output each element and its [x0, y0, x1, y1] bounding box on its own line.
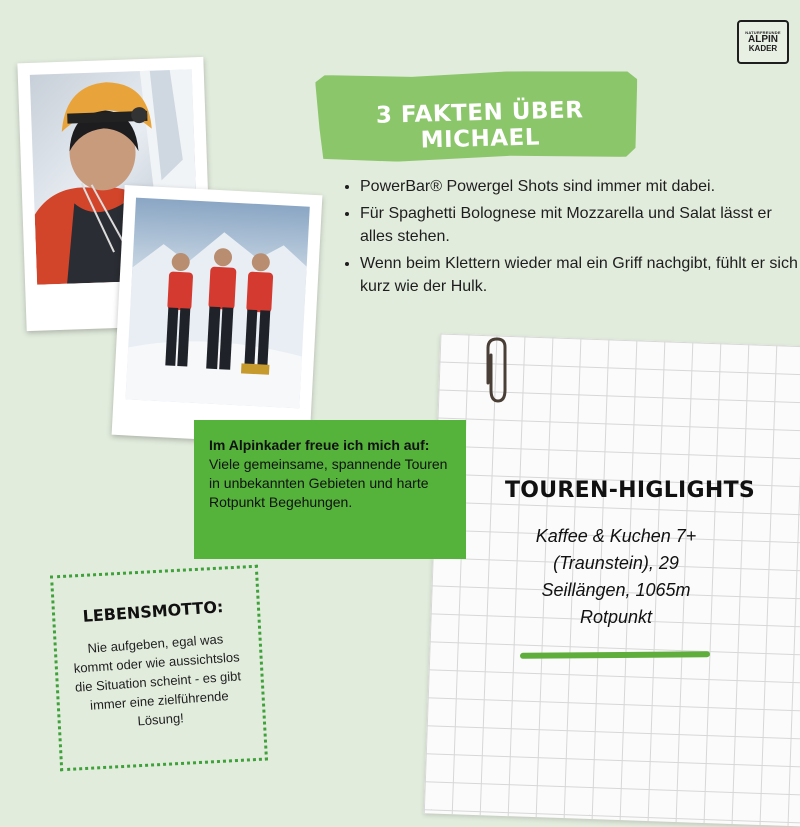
- touren-text: Kaffee & Kuchen 7+ (Traunstein), 29 Seillängen, 1065m Rotpunkt: [535, 526, 697, 627]
- motto-text: Nie aufgeben, egal was kommt oder wie aussichtslos die Situation scheint - es gibt immer eine zielführende Lösung!: [73, 631, 242, 729]
- fact-item: • Wenn beim Klettern wieder mal ein Griff nachgibt, fühlt er sich kurz wie der Hulk.: [360, 252, 800, 298]
- page-title: 3 FAKTEN ÜBER MICHAEL: [375, 97, 584, 154]
- polaroid-team: [112, 185, 323, 445]
- paperclip-icon: [483, 335, 509, 405]
- touren-title: TOUREN-HIGLIGHTS: [504, 478, 756, 503]
- alpinkader-logo: [737, 20, 789, 64]
- team-photo: [125, 198, 309, 409]
- fact-item: • PowerBar® Powergel Shots sind immer mit dabei.: [360, 175, 800, 198]
- alpinkader-text: [209, 436, 454, 512]
- motto-title: LEBENSMOTTO:: [82, 597, 224, 626]
- logo-line-2: KADER: [748, 44, 778, 53]
- facts-list: [340, 175, 800, 302]
- fact-item: • Für Spaghetti Bolognese mit Mozzarella und Salat lässt er alles stehen.: [360, 202, 800, 248]
- logo-line-1: ALPIN: [748, 34, 778, 45]
- alpinkader-lead: Im Alpinkader freue ich mich auf:: [209, 437, 430, 453]
- logo-tagline: NATURFREUNDE: [745, 30, 781, 35]
- alpinkader-body: Viele gemeinsame, spannende Touren in unbekannten Gebieten und harte Rotpunkt Begehungen.: [209, 456, 448, 510]
